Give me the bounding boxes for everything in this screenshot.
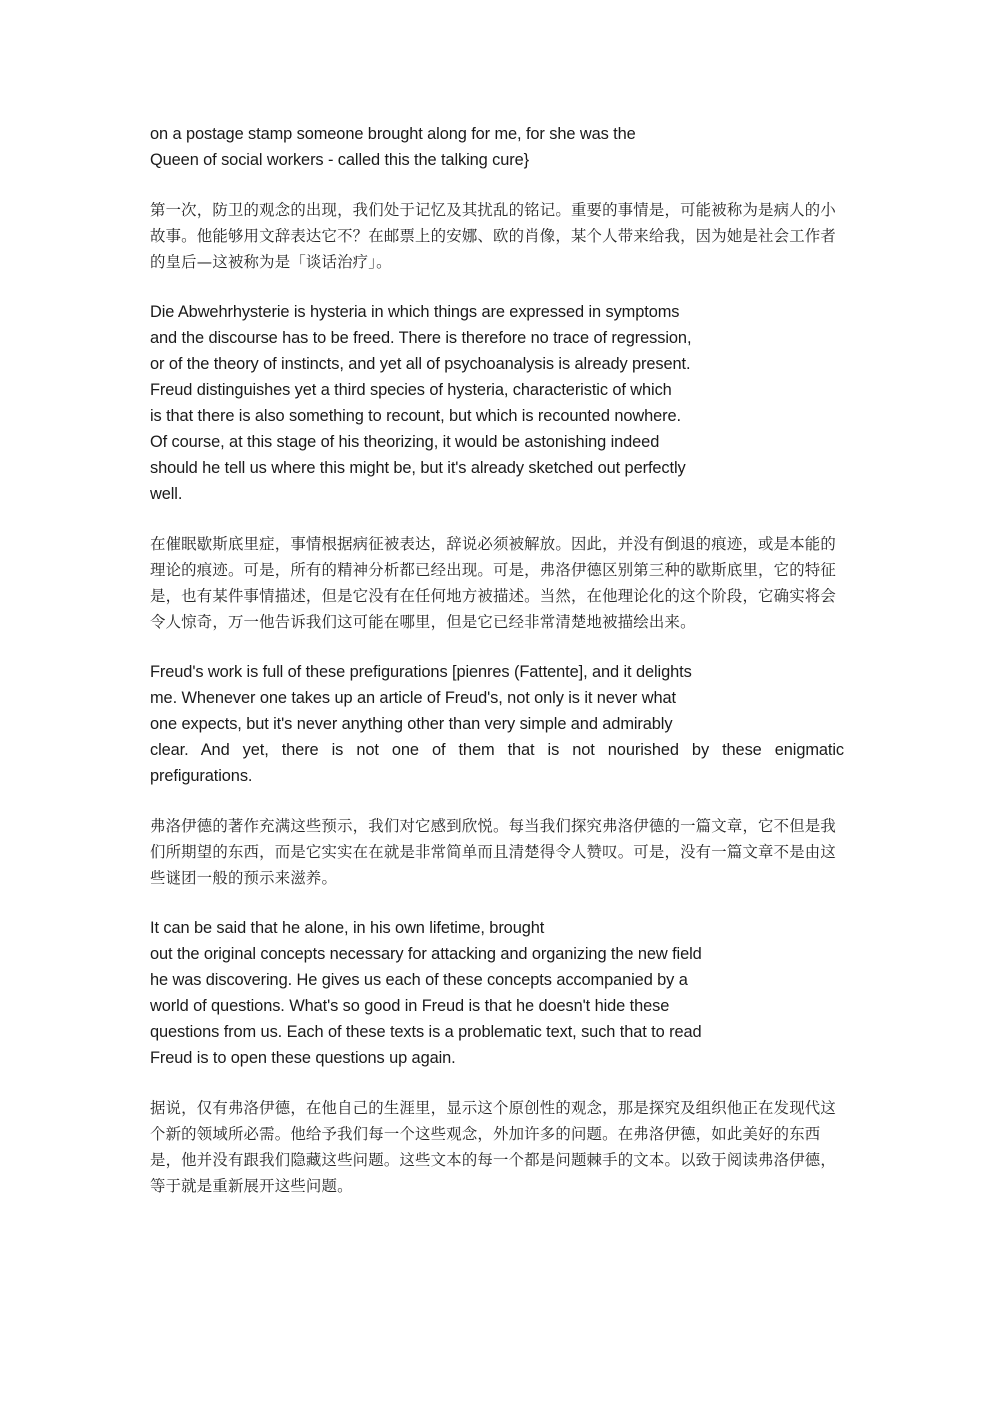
paragraph-chinese-4: 据说，仅有弗洛伊德，在他自己的生涯里，显示这个原创性的观念，那是探究及组织他正在发现代这个新的领域所必需。他给予我们每一个这些观念，外加许多的问题。在弗洛伊德，如此美好的东西是，他并没有跟我们隐藏这些问题。这些文本的每一个都是问题棘手的文本。以致于阅读弗洛伊德，等于就是重新展开这些问题。: [150, 1099, 836, 1195]
paragraph-english-3: [150, 659, 844, 789]
paragraph-chinese-1: 第一次，防卫的观念的出现，我们处于记忆及其扰乱的铭记。重要的事情是，可能被称为是病人的小故事。他能够用文辞表达它不？在邮票上的安娜、欧的肖像，某个人带来给我，因为她是社会工作者的皇后—这被称为是「谈话治疗」。: [150, 201, 836, 271]
paragraph-gap: [150, 507, 844, 531]
paragraph-gap: [150, 635, 844, 659]
paragraph-english-3-part-c: prefigurations.: [150, 767, 253, 785]
paragraph-chinese-3: 弗洛伊德的著作充满这些预示，我们对它感到欣悦。每当我们探究弗洛伊德的一篇文章，它不但是我们所期望的东西，而是它实实在在就是非常简单而且清楚得令人赞叹。可是，没有一篇文章不是由这些谜团一般的预示来滋养。: [150, 817, 836, 887]
paragraph-english-3-part-a: Freud's work is full of these prefigurations [pienres (Fattente], and it delights me. Whenever one takes up an article of Freud's, not only is it never what one expects, but it's never anything other than very simple and admirably: [150, 663, 692, 733]
paragraph-gap: [150, 1071, 844, 1095]
paragraph-gap: [150, 275, 844, 299]
paragraph-gap: [150, 173, 844, 197]
paragraph-gap: [150, 891, 844, 915]
paragraph-gap: [150, 789, 844, 813]
document-page: [150, 121, 844, 1199]
paragraph-english-2: Die Abwehrhysterie is hysteria in which things are expressed in symptoms and the discourse has to be freed. There is therefore no trace of regression, or of the theory of instincts, and yet all of psychoanalysis is already present. Freud distinguishes yet a third species of hysteria, characteristic of which is that there is also something to recount, but which is recounted nowhere. Of course, at this stage of his theorizing, it would be astonishing indeed should he tell us where this might be, but it's already sketched out perfectly well.: [150, 303, 692, 503]
paragraph-chinese-2: 在催眠歇斯底里症，事情根据病征被表达，辞说必须被解放。因此，并没有倒退的痕迹，或是本能的理论的痕迹。可是，所有的精神分析都已经出现。可是，弗洛伊德区别第三种的歇斯底里，它的特征是，也有某件事情描述，但是它没有在任何地方被描述。当然，在他理论化的这个阶段，它确实将会令人惊奇，万一他告诉我们这可能在哪里，但是它已经非常清楚地被描绘出来。: [150, 535, 836, 631]
paragraph-english-3-part-b: clear. And yet, there is not one of them that is not nourished by these enigmatic: [150, 741, 844, 759]
paragraph-english-4: It can be said that he alone, in his own lifetime, brought out the original concepts necessary for attacking and organizing the new field he was discovering. He gives us each of these concepts accompanied by a world of questions. What's so good in Freud is that he doesn't hide these questions from us. Each of these texts is a problematic text, such that to read Freud is to open these questions up again.: [150, 919, 702, 1067]
paragraph-english-1: on a postage stamp someone brought along for me, for she was the Queen of social workers - called this the talking cure}: [150, 125, 636, 169]
